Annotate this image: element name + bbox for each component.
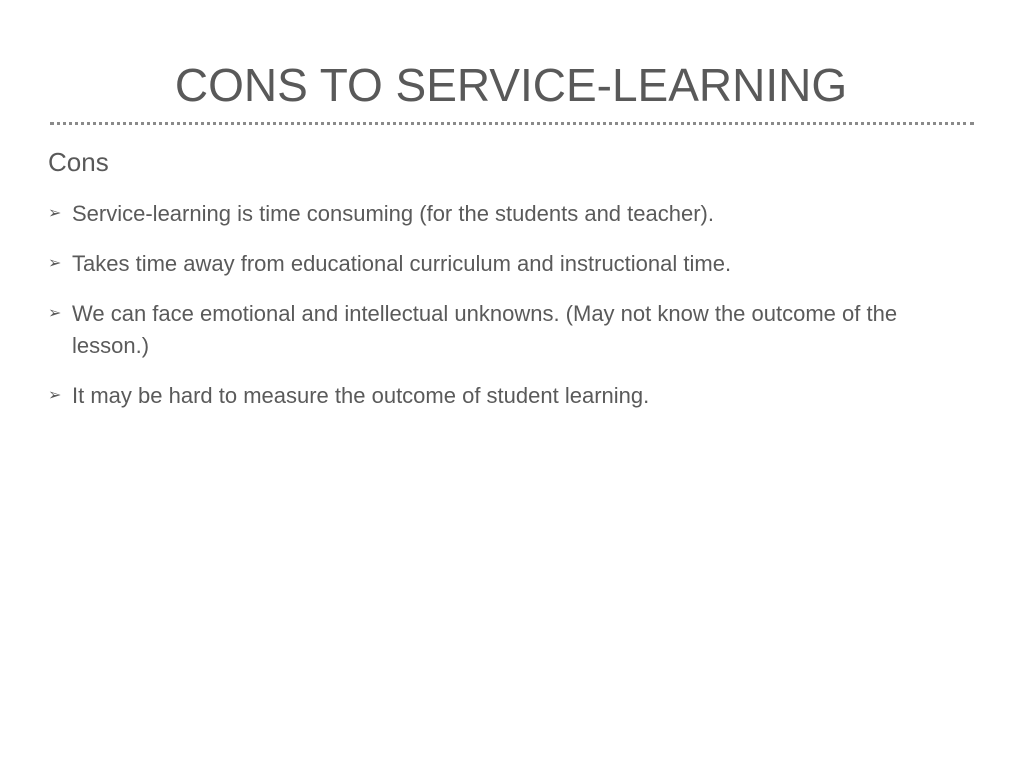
bullet-item — [48, 380, 928, 412]
bullet-item — [48, 248, 928, 280]
arrow-bullet-icon: ➢ — [48, 387, 62, 404]
arrow-bullet-icon: ➢ — [48, 305, 62, 322]
bullet-text: Takes time away from educational curriculum and instructional time. — [72, 251, 732, 276]
arrow-bullet-icon: ➢ — [48, 205, 62, 222]
bullet-text: We can face emotional and intellectual unknowns. (May not know the outcome of the lesson.) — [72, 301, 898, 358]
bullet-text: Service-learning is time consuming (for the students and teacher). — [72, 201, 714, 226]
bullet-item — [48, 198, 928, 230]
bullet-list — [48, 198, 928, 430]
bullet-text: It may be hard to measure the outcome of student learning. — [72, 383, 650, 408]
title-divider — [50, 122, 974, 125]
section-heading: Cons — [48, 147, 109, 177]
slide-title: CONS TO SERVICE-LEARNING — [174, 59, 848, 111]
bullet-item — [48, 298, 928, 362]
arrow-bullet-icon: ➢ — [48, 255, 62, 272]
